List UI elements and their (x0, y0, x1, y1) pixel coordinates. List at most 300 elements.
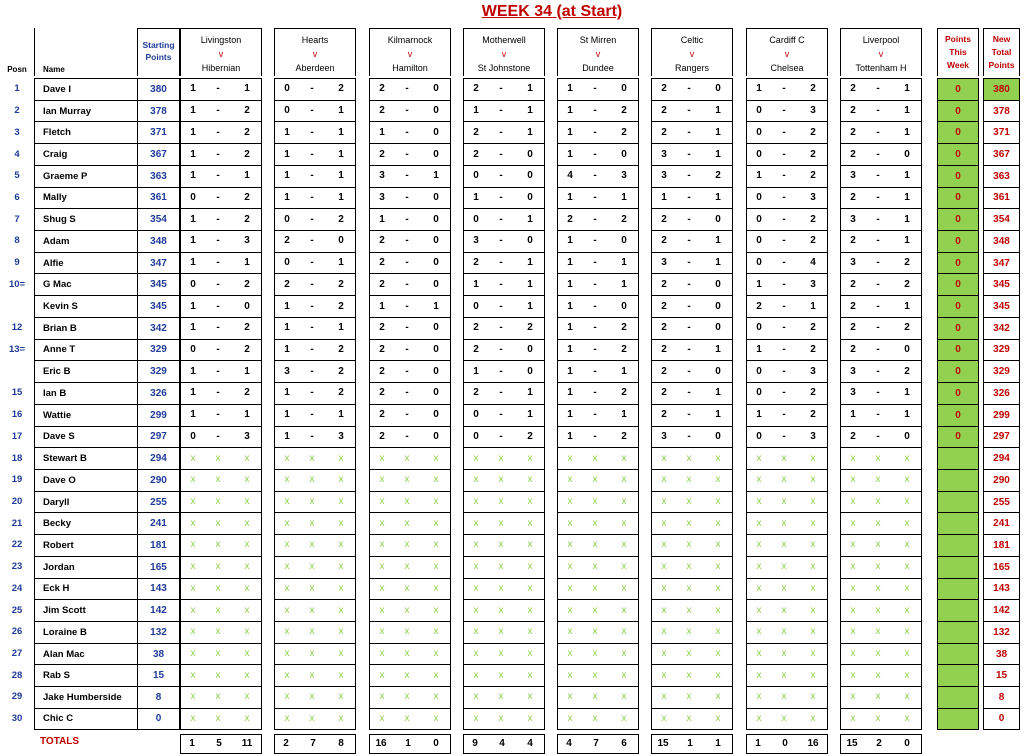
away-score: 1 (527, 105, 533, 117)
away-score: 3 (810, 191, 816, 203)
name-header-label: Name (43, 65, 65, 74)
player-name: Stewart B (34, 447, 137, 469)
away-score: 4 (810, 257, 816, 269)
away-score: 2 (904, 278, 910, 290)
player-name: Jordan (34, 556, 137, 578)
posn-header-label: Posn (7, 65, 27, 74)
score-dash: x (875, 561, 881, 573)
total-value: 4 (499, 738, 505, 750)
score-dash: - (216, 191, 220, 203)
score-dash: - (782, 213, 786, 225)
away-score: 1 (338, 257, 344, 269)
score-dash: x (592, 582, 598, 594)
score-dash: - (876, 257, 880, 269)
score-dash: - (782, 409, 786, 421)
match-header (840, 28, 922, 76)
home-score: 1 (190, 126, 196, 138)
away-score: 2 (244, 278, 250, 290)
away-score: 0 (433, 409, 439, 421)
home-score: x (190, 517, 196, 529)
away-score: 2 (244, 213, 250, 225)
home-score: 1 (567, 191, 573, 203)
points-this-week (937, 621, 979, 643)
new-total-points: 290 (983, 469, 1020, 491)
points-this-week: 0 (937, 404, 979, 426)
score-dash: - (405, 191, 409, 203)
home-score: x (190, 648, 196, 660)
away-score: x (621, 648, 627, 660)
away-score: 0 (715, 213, 721, 225)
starting-points: 8 (137, 686, 180, 708)
home-score: 2 (473, 148, 479, 160)
new-total-points: 326 (983, 382, 1020, 404)
score-dash: x (781, 669, 787, 681)
away-score: 1 (715, 387, 721, 399)
new-total-points: 361 (983, 187, 1020, 209)
score-dash: x (592, 517, 598, 529)
away-score: x (433, 582, 439, 594)
score-dash: - (687, 105, 691, 117)
home-score: x (284, 582, 290, 594)
away-score: x (904, 669, 910, 681)
player-name: Graeme P (34, 165, 137, 187)
player-name: Jim Scott (34, 599, 137, 621)
away-score: 0 (904, 148, 910, 160)
away-team: Hibernian (201, 63, 241, 73)
away-score: 0 (904, 343, 910, 355)
score-dash: - (593, 126, 597, 138)
name-header (34, 28, 137, 76)
away-score: 2 (810, 213, 816, 225)
home-score: 0 (473, 409, 479, 421)
home-score: x (567, 539, 573, 551)
score-dash: - (405, 365, 409, 377)
home-score: 2 (850, 105, 856, 117)
new-total-points: 345 (983, 295, 1020, 317)
away-score: 2 (810, 170, 816, 182)
score-dash: - (876, 430, 880, 442)
away-score: x (810, 452, 816, 464)
home-score: x (379, 713, 385, 725)
score-dash: - (405, 278, 409, 290)
points-this-week (937, 578, 979, 600)
home-team: Liverpool (862, 35, 900, 45)
home-score: x (850, 474, 856, 486)
home-score: 2 (379, 387, 385, 399)
score-dash: - (593, 430, 597, 442)
score-dash: x (309, 517, 315, 529)
score-dash: - (310, 278, 314, 290)
total-value: 1 (715, 738, 721, 750)
home-score: x (284, 604, 290, 616)
home-score: 2 (379, 409, 385, 421)
away-score: x (244, 539, 250, 551)
home-score: 0 (756, 148, 762, 160)
home-score: x (850, 582, 856, 594)
home-score: 1 (567, 148, 573, 160)
score-dash: - (405, 343, 409, 355)
home-score: 1 (473, 278, 479, 290)
away-score: 0 (433, 322, 439, 334)
score-dash: - (310, 213, 314, 225)
score-dash: - (216, 322, 220, 334)
table-row (0, 273, 1024, 295)
home-score: x (661, 539, 667, 551)
away-score: 0 (433, 191, 439, 203)
score-dash: - (687, 235, 691, 247)
home-score: 1 (190, 235, 196, 247)
home-score: 0 (756, 257, 762, 269)
score-dash: - (405, 257, 409, 269)
home-score: 1 (567, 257, 573, 269)
match-header (463, 28, 545, 76)
away-score: x (621, 669, 627, 681)
position-cell: 3 (14, 126, 20, 138)
home-score: 0 (756, 191, 762, 203)
home-score: 1 (567, 409, 573, 421)
away-score: 1 (904, 170, 910, 182)
table-row (0, 708, 1024, 730)
score-dash: x (404, 669, 410, 681)
home-score: 3 (473, 235, 479, 247)
points-this-week: 0 (937, 252, 979, 274)
match-header (274, 28, 356, 76)
score-dash: x (781, 496, 787, 508)
score-dash: - (782, 191, 786, 203)
home-score: x (756, 452, 762, 464)
starting-points: 363 (137, 165, 180, 187)
away-score: 1 (527, 213, 533, 225)
score-dash: - (782, 322, 786, 334)
player-name: Kevin S (34, 295, 137, 317)
away-score: x (621, 474, 627, 486)
player-name: Fletch (34, 121, 137, 143)
away-score: 2 (338, 387, 344, 399)
home-score: x (756, 539, 762, 551)
home-score: x (661, 517, 667, 529)
position-cell: 16 (11, 409, 23, 421)
away-score: 0 (621, 83, 627, 95)
versus-label: v (878, 49, 884, 59)
position-cell: 12 (11, 322, 23, 334)
total-value: 4 (566, 738, 572, 750)
player-name: Eric B (34, 360, 137, 382)
home-score: x (850, 561, 856, 573)
away-score: x (527, 713, 533, 725)
away-score: 2 (338, 300, 344, 312)
score-dash: x (498, 648, 504, 660)
home-score: x (190, 691, 196, 703)
away-score: x (338, 691, 344, 703)
away-score: 0 (433, 235, 439, 247)
home-score: x (284, 713, 290, 725)
away-score: 2 (621, 430, 627, 442)
position-cell: 13= (8, 343, 26, 355)
home-score: x (190, 539, 196, 551)
player-name: Ian B (34, 382, 137, 404)
score-dash: x (875, 517, 881, 529)
home-score: 2 (661, 343, 667, 355)
away-score: x (904, 452, 910, 464)
home-score: x (567, 604, 573, 616)
score-dash: - (593, 257, 597, 269)
home-score: x (379, 496, 385, 508)
away-score: x (338, 669, 344, 681)
player-name: Mally (34, 187, 137, 209)
score-dash: - (687, 430, 691, 442)
home-score: x (850, 539, 856, 551)
home-score: 2 (473, 343, 479, 355)
position-cell: 26 (11, 626, 23, 638)
table-row (0, 534, 1024, 556)
away-score: x (810, 648, 816, 660)
home-score: 2 (473, 83, 479, 95)
away-score: 3 (810, 365, 816, 377)
home-score: x (567, 452, 573, 464)
home-score: x (379, 474, 385, 486)
away-score: x (715, 517, 721, 529)
away-score: x (338, 604, 344, 616)
starting-points: 354 (137, 208, 180, 230)
score-dash: - (876, 83, 880, 95)
home-score: 0 (190, 343, 196, 355)
home-score: 2 (379, 235, 385, 247)
player-name: Loraine B (34, 621, 137, 643)
table-row (0, 208, 1024, 230)
away-score: x (904, 713, 910, 725)
away-score: x (715, 626, 721, 638)
points-this-week: 0 (937, 143, 979, 165)
ntp-label-2: Total (991, 47, 1012, 57)
away-score: x (338, 626, 344, 638)
away-score: 1 (244, 170, 250, 182)
player-name: Daryll (34, 491, 137, 513)
score-dash: x (498, 713, 504, 725)
score-dash: x (875, 539, 881, 551)
home-score: x (756, 582, 762, 594)
score-dash: x (592, 626, 598, 638)
away-score: 0 (527, 191, 533, 203)
score-dash: - (687, 257, 691, 269)
score-dash: - (876, 191, 880, 203)
score-dash: - (405, 322, 409, 334)
away-score: 1 (715, 126, 721, 138)
home-score: 1 (190, 213, 196, 225)
away-score: 1 (244, 365, 250, 377)
versus-label: v (784, 49, 790, 59)
away-score: 2 (904, 257, 910, 269)
player-name: Craig (34, 143, 137, 165)
home-score: 1 (190, 148, 196, 160)
score-dash: - (593, 213, 597, 225)
away-score: 1 (904, 126, 910, 138)
score-dash: - (593, 191, 597, 203)
score-dash: - (405, 235, 409, 247)
home-score: x (190, 452, 196, 464)
score-dash: x (498, 561, 504, 573)
home-score: 1 (190, 300, 196, 312)
home-score: 2 (284, 235, 290, 247)
total-value: 4 (527, 738, 533, 750)
home-score: 2 (473, 322, 479, 334)
player-name: Adam (34, 230, 137, 252)
player-name: Alfie (34, 252, 137, 274)
points-this-week: 0 (937, 78, 979, 100)
away-score: 2 (904, 365, 910, 377)
player-name: Brian B (34, 317, 137, 339)
away-score: 1 (715, 343, 721, 355)
home-score: 2 (379, 278, 385, 290)
away-score: 3 (244, 235, 250, 247)
new-total-points: 0 (983, 708, 1020, 730)
away-score: 0 (433, 278, 439, 290)
home-score: 2 (379, 430, 385, 442)
score-dash: - (876, 148, 880, 160)
home-score: 2 (473, 126, 479, 138)
score-dash: x (592, 561, 598, 573)
home-score: 0 (756, 105, 762, 117)
player-name: Ian Murray (34, 100, 137, 122)
home-score: x (756, 669, 762, 681)
points-this-week: 0 (937, 295, 979, 317)
away-score: 0 (715, 430, 721, 442)
home-score: x (567, 691, 573, 703)
score-dash: - (310, 83, 314, 95)
home-score: 2 (850, 83, 856, 95)
away-score: x (715, 496, 721, 508)
points-this-week (937, 708, 979, 730)
starting-points: 348 (137, 230, 180, 252)
score-dash: - (593, 387, 597, 399)
away-score: x (433, 474, 439, 486)
home-score: 2 (661, 365, 667, 377)
away-score: x (621, 691, 627, 703)
home-score: 0 (284, 257, 290, 269)
starting-points-label-2: Points (145, 52, 172, 62)
away-score: x (810, 496, 816, 508)
away-team: Hamilton (392, 63, 428, 73)
score-dash: - (310, 409, 314, 421)
score-dash: - (310, 235, 314, 247)
away-score: 0 (715, 365, 721, 377)
away-score: 1 (715, 191, 721, 203)
home-score: x (190, 626, 196, 638)
score-dash: - (310, 191, 314, 203)
away-score: 1 (244, 257, 250, 269)
new-total-points: 371 (983, 121, 1020, 143)
points-this-week: 0 (937, 426, 979, 448)
away-score: 3 (810, 430, 816, 442)
points-this-week: 0 (937, 121, 979, 143)
score-dash: - (876, 235, 880, 247)
away-score: 1 (904, 83, 910, 95)
away-score: 0 (621, 148, 627, 160)
home-score: x (379, 604, 385, 616)
starting-points: 132 (137, 621, 180, 643)
away-score: x (244, 452, 250, 464)
points-this-week: 0 (937, 230, 979, 252)
score-dash: - (593, 148, 597, 160)
starting-points: 371 (137, 121, 180, 143)
home-team: Cardiff C (769, 35, 805, 45)
away-score: x (338, 452, 344, 464)
away-score: x (244, 517, 250, 529)
home-score: x (284, 517, 290, 529)
home-team: Hearts (301, 35, 329, 45)
score-dash: - (405, 387, 409, 399)
score-dash: - (687, 322, 691, 334)
ntp-label-3: Points (988, 60, 1015, 70)
score-dash: - (310, 105, 314, 117)
home-score: x (473, 691, 479, 703)
score-dash: - (499, 278, 503, 290)
home-score: x (756, 561, 762, 573)
away-score: 2 (810, 387, 816, 399)
score-dash: - (876, 213, 880, 225)
player-name: G Mac (34, 273, 137, 295)
score-dash: - (876, 105, 880, 117)
away-score: 1 (433, 300, 439, 312)
position-cell: 1 (14, 83, 20, 95)
ptw-label-2: This (949, 47, 967, 57)
away-score: x (810, 713, 816, 725)
away-score: 2 (527, 430, 533, 442)
score-dash: x (309, 539, 315, 551)
table-row (0, 382, 1024, 404)
score-dash: - (687, 387, 691, 399)
score-dash: x (875, 669, 881, 681)
score-dash: x (592, 691, 598, 703)
away-score: x (527, 691, 533, 703)
home-team: Kilmarnock (387, 35, 433, 45)
home-score: 1 (567, 322, 573, 334)
home-score: 0 (756, 365, 762, 377)
away-score: 1 (904, 105, 910, 117)
score-dash: x (498, 452, 504, 464)
score-dash: x (498, 539, 504, 551)
position-cell: 2 (14, 105, 20, 117)
table-row (0, 252, 1024, 274)
away-team: Tottenham H (855, 63, 907, 73)
home-score: 2 (284, 278, 290, 290)
away-score: 3 (338, 430, 344, 442)
score-dash: - (310, 300, 314, 312)
home-score: 1 (379, 126, 385, 138)
ptw-label-3: Week (946, 60, 970, 70)
away-score: x (433, 539, 439, 551)
new-total-points: 255 (983, 491, 1020, 513)
away-score: 1 (621, 191, 627, 203)
score-dash: x (404, 517, 410, 529)
position-cell: 21 (11, 517, 23, 529)
home-score: 0 (284, 105, 290, 117)
away-score: 2 (810, 148, 816, 160)
score-dash: - (216, 300, 220, 312)
table-header (0, 28, 1024, 76)
score-dash: x (592, 713, 598, 725)
total-value: 11 (241, 738, 253, 750)
away-team: Rangers (674, 63, 710, 73)
points-this-week (937, 534, 979, 556)
score-dash: - (499, 365, 503, 377)
table-row (0, 469, 1024, 491)
totals-label: TOTALS (40, 736, 80, 748)
score-dash: x (215, 648, 221, 660)
score-dash: - (687, 343, 691, 355)
home-score: x (661, 474, 667, 486)
score-dash: - (216, 257, 220, 269)
home-score: 2 (661, 322, 667, 334)
